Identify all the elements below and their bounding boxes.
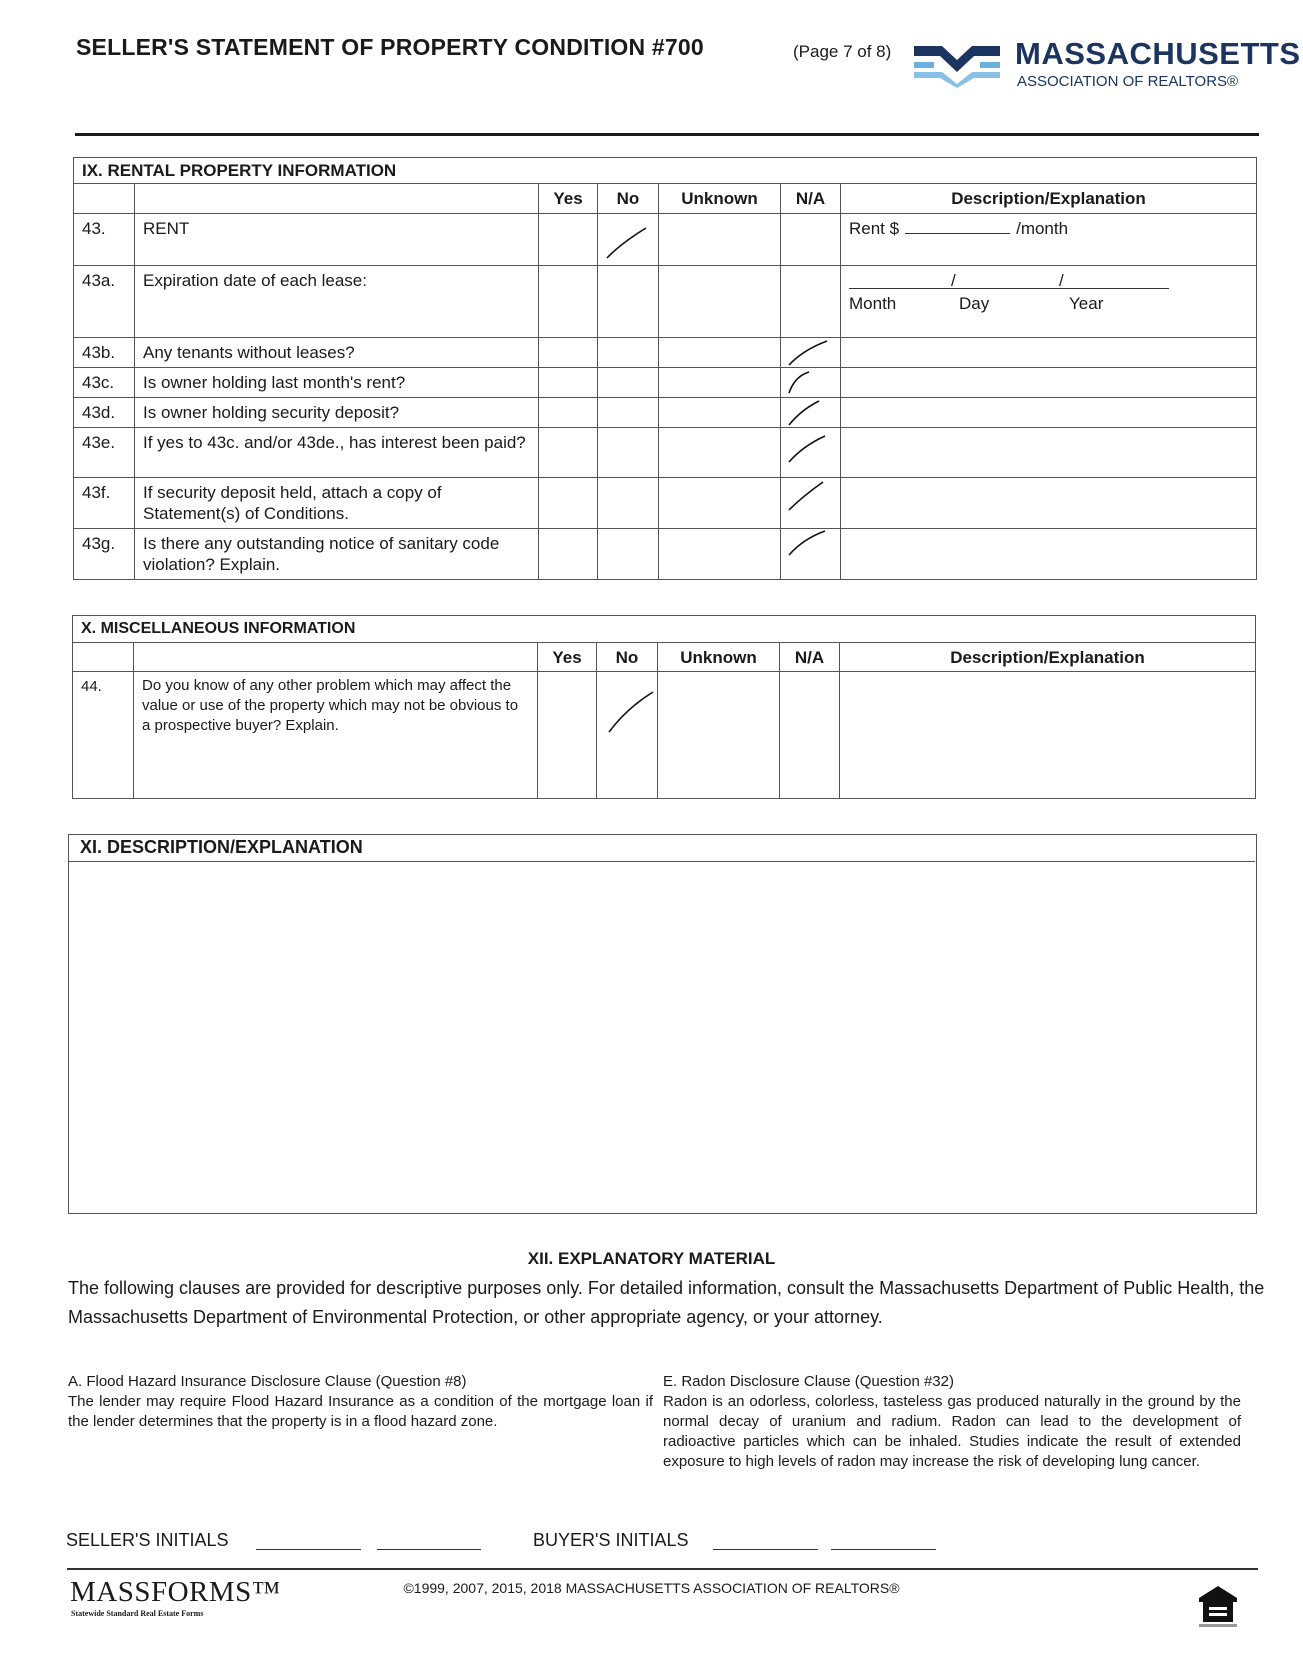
unknown-cell[interactable]	[658, 672, 780, 799]
yes-cell[interactable]	[539, 338, 598, 368]
rent-field[interactable]	[841, 214, 1257, 266]
description-cell[interactable]	[841, 338, 1257, 368]
no-cell[interactable]	[598, 338, 659, 368]
no-cell[interactable]	[598, 529, 659, 580]
table-row	[74, 338, 1257, 368]
table-row	[74, 266, 1257, 338]
checkmark-icon	[781, 398, 841, 427]
header-blank	[73, 643, 134, 672]
no-cell[interactable]	[598, 398, 659, 428]
yes-cell[interactable]	[539, 478, 598, 529]
unknown-cell[interactable]	[659, 214, 781, 266]
description-cell[interactable]	[841, 368, 1257, 398]
no-cell[interactable]	[598, 214, 659, 266]
description-cell[interactable]	[841, 529, 1257, 580]
row-question: Is owner holding last month's rent?	[135, 368, 539, 398]
col-no: No	[597, 643, 658, 672]
date-separator: /	[951, 271, 956, 290]
mar-logo-icon	[912, 38, 1002, 88]
section-xi-title: XI. DESCRIPTION/EXPLANATION	[80, 837, 363, 857]
row-number: 43d.	[74, 398, 135, 428]
col-description: Description/Explanation	[841, 184, 1257, 214]
yes-cell[interactable]	[539, 398, 598, 428]
no-cell[interactable]	[598, 478, 659, 529]
col-na: N/A	[781, 184, 841, 214]
section-ix-title: IX. RENTAL PROPERTY INFORMATION	[74, 158, 1257, 184]
description-cell[interactable]	[841, 478, 1257, 529]
checkmark-icon	[597, 672, 658, 799]
yes-cell[interactable]	[539, 266, 598, 338]
org-subtitle: ASSOCIATION OF REALTORS®	[1017, 73, 1239, 90]
section-xii-title: XII. EXPLANATORY MATERIAL	[527, 1249, 776, 1268]
na-cell[interactable]	[781, 478, 841, 529]
unknown-cell[interactable]	[659, 428, 781, 478]
na-cell[interactable]	[781, 428, 841, 478]
buyer-initials-field-1[interactable]	[713, 1549, 818, 1550]
misc-info-table	[72, 615, 1256, 799]
table-row	[74, 214, 1257, 266]
checkmark-icon	[781, 368, 841, 397]
header-blank	[74, 184, 135, 214]
na-cell[interactable]	[780, 672, 840, 799]
row-number: 43.	[74, 214, 135, 266]
checkmark-icon	[781, 428, 841, 478]
rent-amount-line[interactable]	[905, 219, 1010, 234]
buyer-initials-label: BUYER'S INITIALS	[533, 1530, 689, 1550]
col-yes: Yes	[538, 643, 597, 672]
yes-cell[interactable]	[539, 368, 598, 398]
rental-property-table	[73, 157, 1257, 580]
table-row	[73, 672, 1256, 799]
date-separator: /	[1059, 271, 1064, 290]
massforms-subtitle: Statewide Standard Real Estate Forms	[71, 1609, 204, 1618]
description-box[interactable]	[68, 834, 1257, 1214]
description-cell[interactable]	[841, 428, 1257, 478]
footer-rule	[67, 1568, 1258, 1570]
col-yes: Yes	[539, 184, 598, 214]
no-cell[interactable]	[598, 266, 659, 338]
flood-clause-text: The lender may require Flood Hazard Insurance as a condition of the mortgage loan if the lender determines that the property is in a flood hazard zone.	[68, 1393, 653, 1430]
org-name: MASSACHUSETTS	[1015, 36, 1301, 71]
col-no: No	[598, 184, 659, 214]
rent-prefix: Rent $	[849, 219, 900, 238]
year-label: Year	[1069, 294, 1104, 313]
massforms-logo: MASSFORMS™	[70, 1576, 281, 1608]
row-number: 43b.	[74, 338, 135, 368]
copyright: ©1999, 2007, 2015, 2018 MASSACHUSETTS ASSOCIATION OF REALTORS®	[403, 1580, 900, 1596]
form-title: SELLER'S STATEMENT OF PROPERTY CONDITION #700	[76, 34, 704, 60]
yes-cell[interactable]	[539, 529, 598, 580]
table-row	[74, 398, 1257, 428]
row-question: Is owner holding security deposit?	[135, 398, 539, 428]
description-cell[interactable]	[841, 398, 1257, 428]
unknown-cell[interactable]	[659, 478, 781, 529]
header-blank	[134, 643, 538, 672]
table-row	[74, 478, 1257, 529]
row-question: Do you know of any other problem which may affect the value or use of the property which may not be obvious to a prospective buyer? Explain.	[134, 672, 538, 799]
header-blank	[135, 184, 539, 214]
row-question: Any tenants without leases?	[135, 338, 539, 368]
flood-clause	[68, 1372, 653, 1432]
header-rule	[75, 133, 1259, 136]
equal-housing-icon	[1195, 1583, 1241, 1629]
col-unknown: Unknown	[659, 184, 781, 214]
no-cell[interactable]	[598, 428, 659, 478]
col-unknown: Unknown	[658, 643, 780, 672]
radon-clause-title: E. Radon Disclosure Clause (Question #32)	[663, 1373, 954, 1390]
na-cell[interactable]	[781, 368, 841, 398]
row-question: If security deposit held, attach a copy of Statement(s) of Conditions.	[135, 478, 539, 529]
na-cell[interactable]	[781, 266, 841, 338]
no-cell[interactable]	[598, 368, 659, 398]
section-xii-intro: The following clauses are provided for descriptive purposes only. For detailed information, consult the Massachusetts Department of Public Health, the Massachusetts Department of Environmental Protection, or other appropriate agency, or your attorney.	[68, 1278, 1265, 1327]
row-question: Is there any outstanding notice of sanitary code violation? Explain.	[135, 529, 539, 580]
unknown-cell[interactable]	[659, 529, 781, 580]
checkmark-icon	[781, 529, 841, 579]
radon-clause	[663, 1372, 1241, 1472]
na-cell[interactable]	[781, 529, 841, 580]
rent-suffix: /month	[1016, 219, 1069, 238]
section-x-title: X. MISCELLANEOUS INFORMATION	[73, 616, 1256, 643]
na-cell[interactable]	[781, 398, 841, 428]
row-number: 43g.	[74, 529, 135, 580]
no-cell[interactable]	[597, 672, 658, 799]
row-number: 43a.	[74, 266, 135, 338]
na-cell[interactable]	[781, 214, 841, 266]
yes-cell[interactable]	[539, 428, 598, 478]
table-row	[74, 529, 1257, 580]
unknown-cell[interactable]	[659, 398, 781, 428]
date-line	[849, 288, 1169, 289]
buyer-initials-field-2[interactable]	[831, 1549, 936, 1550]
row-question: Expiration date of each lease:	[135, 266, 539, 338]
seller-initials-label: SELLER'S INITIALS	[66, 1530, 229, 1550]
row-question: RENT	[135, 214, 539, 266]
checkmark-icon	[781, 338, 841, 367]
col-na: N/A	[780, 643, 840, 672]
row-number: 44.	[73, 672, 134, 799]
checkmark-icon	[781, 478, 841, 528]
row-question: If yes to 43c. and/or 43de., has interest been paid?	[135, 428, 539, 478]
lease-date-field[interactable]	[841, 266, 1257, 338]
description-cell[interactable]	[840, 672, 1256, 799]
checkmark-icon	[598, 214, 659, 266]
yes-cell[interactable]	[539, 214, 598, 266]
unknown-cell[interactable]	[659, 266, 781, 338]
table-row	[74, 368, 1257, 398]
row-number: 43f.	[74, 478, 135, 529]
day-label: Day	[959, 294, 990, 313]
row-number: 43c.	[74, 368, 135, 398]
unknown-cell[interactable]	[659, 368, 781, 398]
row-number: 43e.	[74, 428, 135, 478]
radon-clause-text: Radon is an odorless, colorless, tasteless gas produced naturally in the ground by the normal decay of uranium and radium. Radon can lead to the development of radioactive particles which can be inhaled. Studies indicate the result of extended exposure to high levels of radon may increase the risk of developing lung cancer.	[663, 1393, 1241, 1470]
flood-clause-title: A. Flood Hazard Insurance Disclosure Clause (Question #8)	[68, 1373, 467, 1390]
unknown-cell[interactable]	[659, 338, 781, 368]
yes-cell[interactable]	[538, 672, 597, 799]
month-label: Month	[849, 294, 897, 313]
seller-initials-field-2[interactable]	[377, 1549, 481, 1550]
col-description: Description/Explanation	[840, 643, 1256, 672]
table-row	[74, 428, 1257, 478]
na-cell[interactable]	[781, 338, 841, 368]
page-indicator: (Page 7 of 8)	[793, 42, 892, 61]
seller-initials-field-1[interactable]	[256, 1549, 361, 1550]
